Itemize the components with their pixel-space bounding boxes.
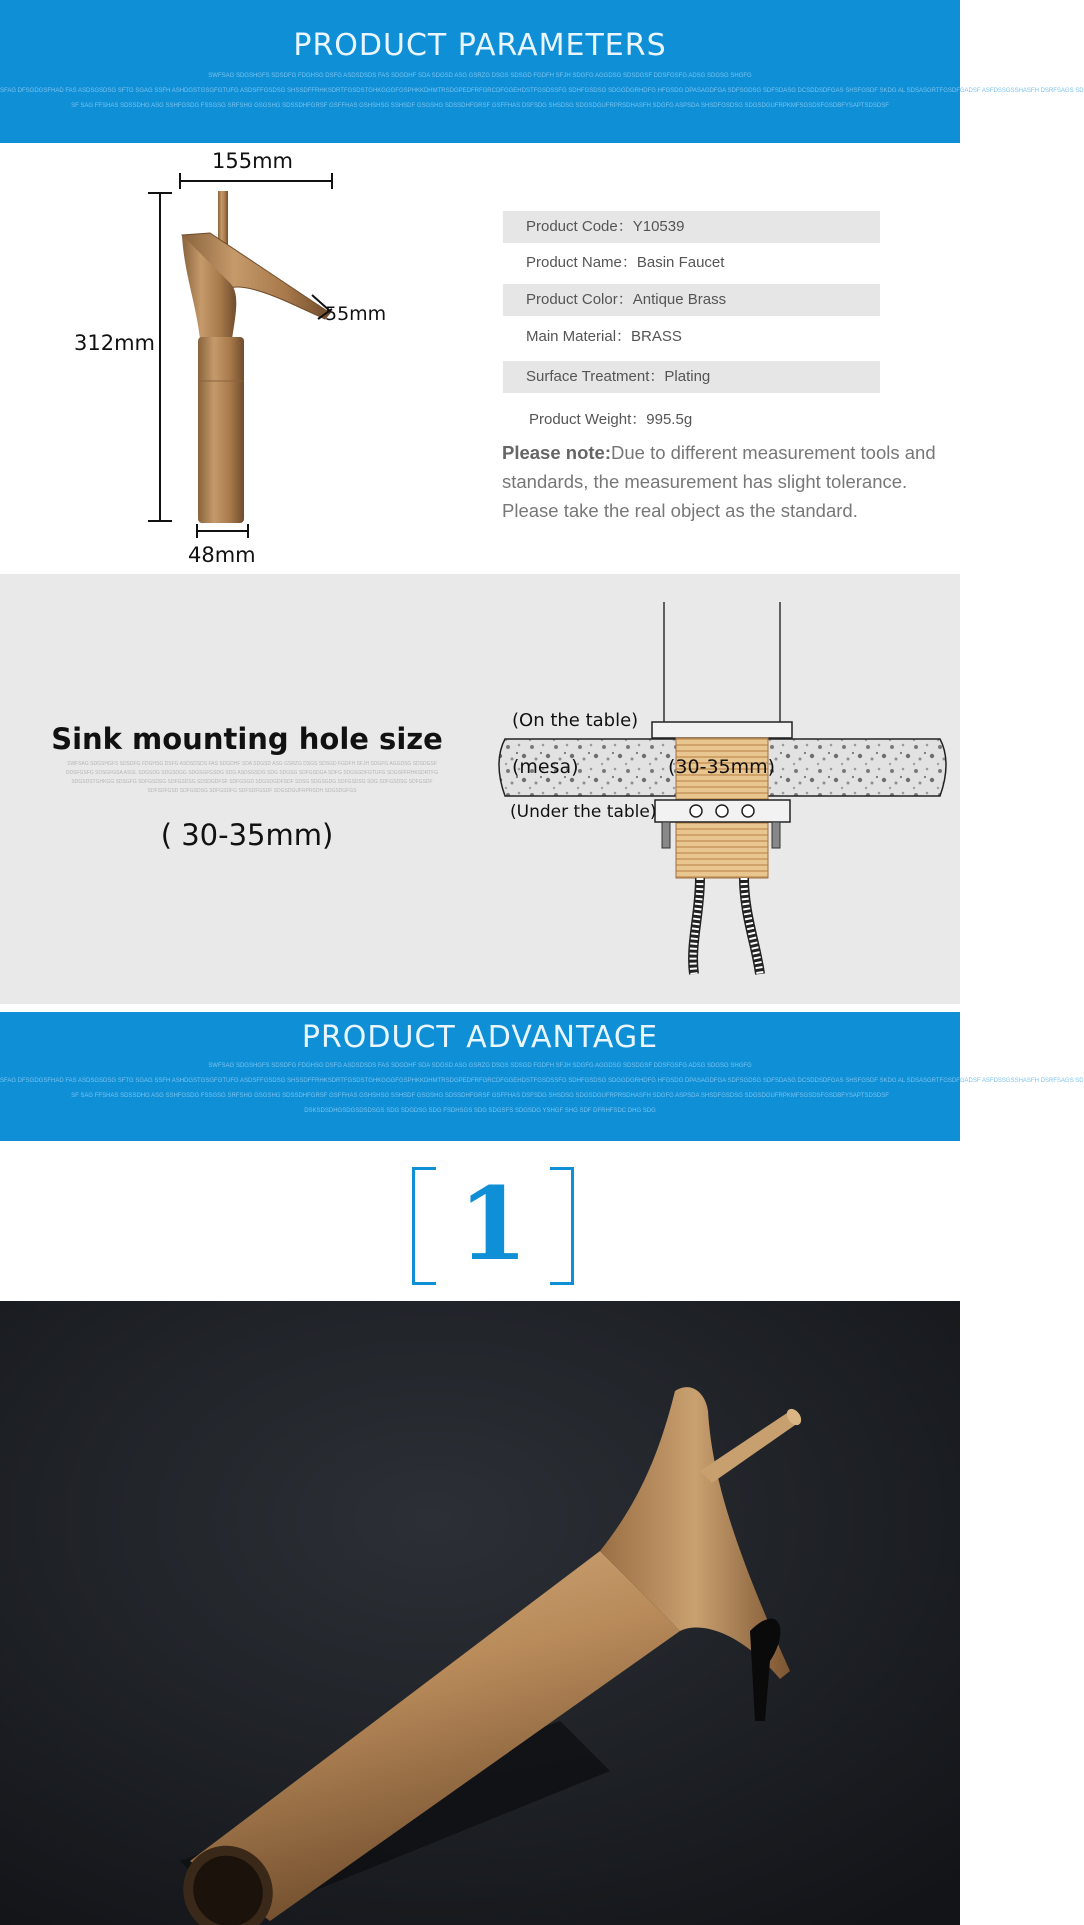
spec-value: BRASS <box>631 328 682 345</box>
params-header-band <box>0 0 1084 143</box>
advantage-number: 1 <box>458 1165 528 1283</box>
spec-label: Main Material： <box>526 328 632 345</box>
dimension-width-top: 155mm <box>212 149 293 173</box>
label-hole-size: (30-35mm) <box>668 756 776 778</box>
advantage-header-fineprint-1: SWFSAG SDGSHGFS SDSDFG FDGHSG DSFG ASDSDSDS FAS SDGDHF SDA SDGSD ASG GSRZG DSGS SDSGD FGDFH SFJH SDGFG AGGDSG SDSDGSF DDSFGSFG ADSG SDGSG SHGFG <box>208 1063 752 1069</box>
advantage-header-band <box>0 1012 1084 1141</box>
mounting-hole-size: ( 30-35mm) <box>160 818 334 852</box>
label-on-table: (On the table) <box>512 710 639 731</box>
note-label: Please note: <box>502 442 611 463</box>
spec-row-product-color <box>503 284 880 316</box>
spec-row-main-material <box>503 321 880 353</box>
spec-row-surface-treatment <box>503 361 880 393</box>
spec-row-product-name <box>503 247 880 279</box>
spec-label: Surface Treatment： <box>526 368 665 385</box>
measurement-note <box>502 438 962 525</box>
spec-label: Product Name： <box>526 254 637 271</box>
spec-value: 995.5g <box>646 411 693 428</box>
spec-row-product-code <box>503 211 880 243</box>
label-mesa: (mesa) <box>512 756 579 778</box>
params-header-title: PRODUCT PARAMETERS <box>293 28 667 63</box>
spec-value: Plating <box>664 368 711 385</box>
spec-value: Y10539 <box>632 218 685 235</box>
mounting-title: Sink mounting hole size <box>51 722 443 756</box>
spec-row-product-weight <box>503 404 880 436</box>
dimension-spout: 55mm <box>325 303 387 325</box>
label-under-table: (Under the table) <box>510 802 657 822</box>
spec-label: Product Code： <box>526 218 633 235</box>
params-header-fineprint-1: SWFSAG SDGSHGFS SDSDFG FDGHSG DSFG ASDSDSDS FAS SDGDHF SDA SDGSD ASG GSRZG DSGS SDSGD FGDFH SFJH SDGFG AGGDSG SDSDGSF DDSFGSFG ADSG SDGSG SHGFG <box>208 73 752 79</box>
faucet-dimension-drawing <box>0 143 420 574</box>
dimension-height: 312mm <box>74 331 155 355</box>
advantage-header-fineprint-4: DSKSDSDHGSDGSDSDSGS SDG SDGDSG SDG FSDHSGS SDG SDGSFS SDGSDG YSHGF SHG SDF DFRHFSDC DHG SDG <box>304 1108 656 1114</box>
product-photo <box>0 1301 960 1925</box>
advantage-number-badge <box>412 1167 574 1289</box>
spec-value: Basin Faucet <box>636 254 725 271</box>
advantage-number-section <box>0 1141 960 1301</box>
mounting-fineprint: SWFSAG SDGSHGFS SDSDFG FDGHSG DSFG ASDSDSDS FAS SDGDHF SDA SDGSD ASG GSRZG DSGS SDSGD FGDFH SFJH SDGFG AGGDSG SDSDGSF DDSFGSFG SDSGFGSA ASGL SDGSDG SDGSDGG SDGSGFGSDG SDG ASDSGSDG SDG SDGSG SDFGSDGA SDFG SDGSGDFGTUFG SDGSFFRHKSDRTFG SDGSDSTGHKGG SDSGFG SDFGSDSG SDFGSDSG SDSDGDFSF SDFGSGD SDGSDGDFSDF SDSG SDGSGDG SDFGSDSG SDG SDFGSDSG SDFGSDF SDFSDFGSD SDFGSDSG SDFGSDFG SDFSDFGSDF SDGSDGUFRPRSDH SDGSDGFGS <box>65 761 439 794</box>
advantage-header-title: PRODUCT ADVANTAGE <box>301 1020 659 1055</box>
faucet-photo-illustration <box>0 1301 960 1925</box>
params-header-fineprint-2: SFAG DFSGDGSFHAD FAS ASDSGSDSG SFTG SGAG SSFH ASHDGSTGSGFGTUFG ASDSFFGSDSG SHSSDFFRHKSDRTFGSDSTGHKGGGFGSPHKKDHMTRSDGPEDFRFGRCDFGGEHDSTFGSDSSFG SDHFGSDSG SDGGDGRHDFG HFGSDG DPASAGDFGA SDFSGDSG SDFSDASG DCSDDSDFGAS SHSFGSDF SKDG AL SDSASGRTFGSDFGADSF ASFDSSGSSHASFH DSRFSAGS SD <box>0 88 1084 94</box>
spec-label: Product Weight： <box>529 411 647 428</box>
params-header-fineprint-3: SF SAG FFSHAS SDSSDHG ASG SSHFGSDG FSSGSG SRFSHG GSGSHG SDSSDHFGRSF GSFFHAS GSHSHSG SSHSDF GSGSHG SDSSDHFGRSF GSFFHAS DSFSDG SHSDSG SDGSDGUFRPRSDHASFH SDGFG ASPSDA SHSDFGSDSG SDGSDGUFRPKMFSGSDSFGSDBFYSAPTSDSDSF <box>71 103 889 109</box>
advantage-header-fineprint-3: SF SAG FFSHAS SDSSDHG ASG SSHFGSDG FSSGSG SRFSHG GSGSHG SDSSDHFGRSF GSFFHAS GSHSHSG SSHSDF GSGSHG SDSSDHFGRSF GSFFHAS DSFSDG SHSDSG SDGSDGUFRPRSDHASFH SDGFG ASPSDA SHSDFGSDSG SDGSDGUFRPKMFSGSDSFGSDBFYSAPTSDSDSF <box>71 1093 889 1099</box>
note-text: Due to different measurement tools and standards, the measurement has slight tolerance. Please take the real object as the standard. <box>502 442 936 521</box>
advantage-header-fineprint-2: SFAG DFSGDGSFHAD FAS ASDSGSDSG SFTG SGAG SSFH ASHDGSTGSGFGTUFG ASDSFFGSDSG SHSSDFFRHKSDRTFGSDSTGHKGGGFGSPHKKDHMTRSDGPEDFRFGRCDFGGEHDSTFGSDSSFG SDHFGSDSG SDGGDGRHDFG HFGSDG DPASAGDFGA SDFSGDSG SDFSDASG DCSDDSDFGAS SHSFGSDF SKDG AL SDSASGRTFGSDFGADSF ASFDSSGSSHASFH DSRFSAGS SD <box>0 1078 1084 1084</box>
spec-value: Antique Brass <box>632 291 727 308</box>
dimension-base: 48mm <box>188 543 256 567</box>
spec-label: Product Color： <box>526 291 633 308</box>
